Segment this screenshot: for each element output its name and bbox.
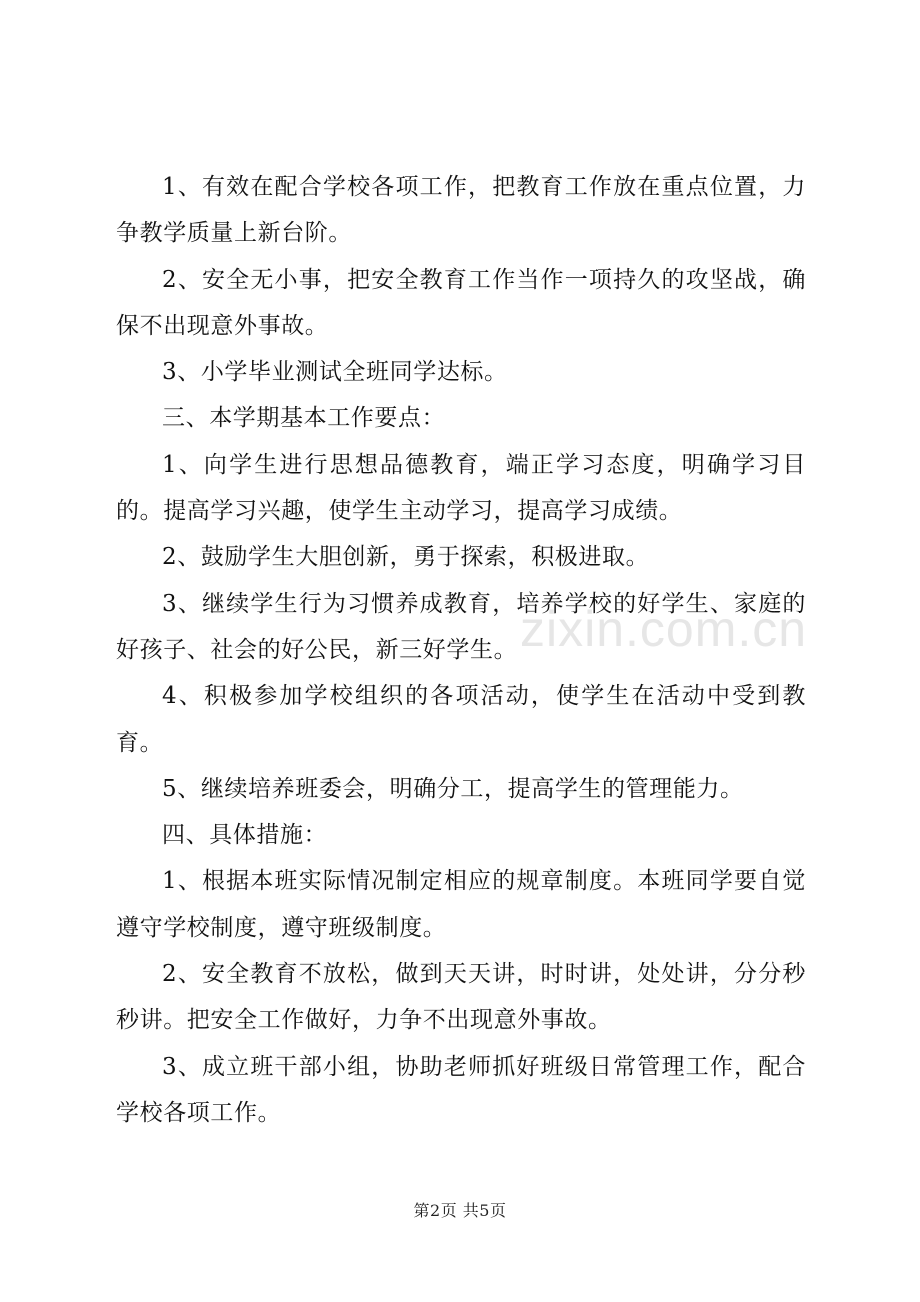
watermark: zixin.com.cn (520, 601, 808, 657)
document-body (116, 164, 806, 1136)
paragraph: 5、继续培养班委会，明确分工，提高学生的管理能力。 (162, 775, 744, 802)
paragraph: 1、向学生进行思想品德教育，端正学习态度，明确学习目的。提高学习兴趣，使学生主动学习，提高学习成绩。 (116, 451, 806, 525)
section-heading: 三、本学期基本工作要点： (162, 405, 446, 432)
paragraph: 3、小学毕业测试全班同学达标。 (162, 359, 508, 386)
page-footer: 第2页 共5页 (413, 1201, 507, 1220)
paragraph: 3、继续学生行为习惯养成教育，培养学校的好学生、家庭的好孩子、社会的好公民，新三好学生。 (116, 590, 806, 663)
paragraph: 1、根据本班实际情况制定相应的规章制度。本班同学要自觉遵守学校制度，遵守班级制度。 (116, 868, 806, 941)
paragraph: 3、成立班干部小组，协助老师抓好班级日常管理工作，配合学校各项工作。 (116, 1053, 806, 1126)
section-heading: 四、具体措施： (162, 822, 328, 849)
paragraph: 4、积极参加学校组织的各项活动，使学生在活动中受到教育。 (116, 683, 806, 756)
paragraph: 2、鼓励学生大胆创新，勇于探索，积极进取。 (162, 544, 650, 571)
paragraph: 1、有效在配合学校各项工作，把教育工作放在重点位置，力争教学质量上新台阶。 (116, 174, 806, 247)
paragraph: 2、安全教育不放松，做到天天讲，时时讲，处处讲，分分秒秒讲。把安全工作做好，力争不出现意外事故。 (116, 961, 806, 1034)
paragraph: 2、安全无小事，把安全教育工作当作一项持久的攻坚战，确保不出现意外事故。 (116, 266, 806, 339)
